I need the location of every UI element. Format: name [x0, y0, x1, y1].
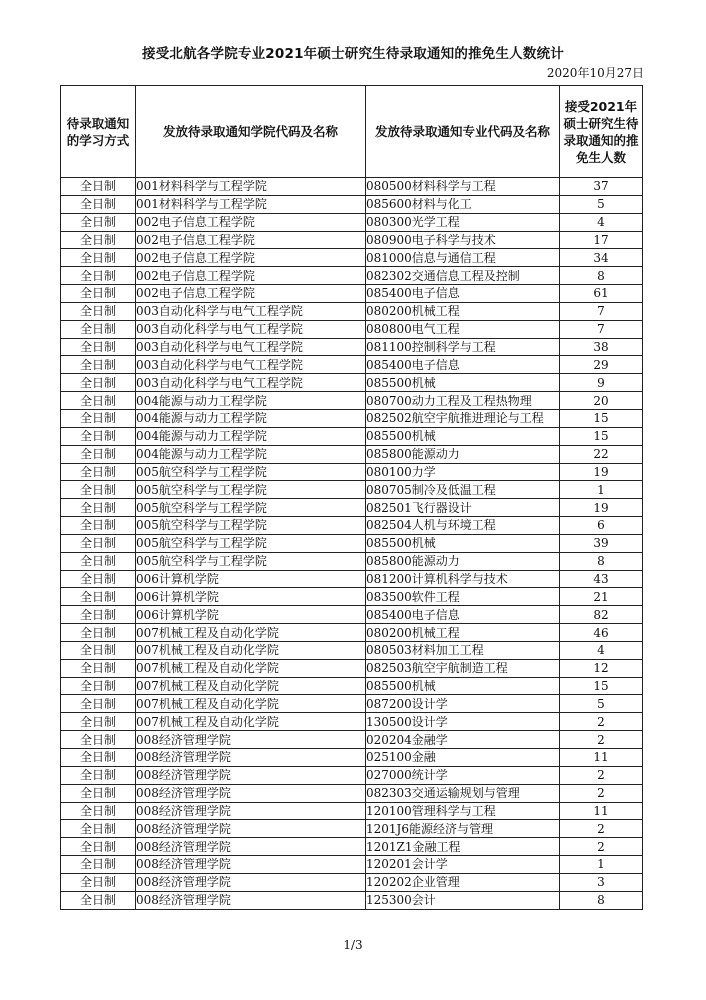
cell-study-mode: 全日制	[61, 891, 136, 909]
cell-count: 1	[560, 856, 643, 874]
document-title: 接受北航各学院专业2021年硕士研究生待录取通知的推免生人数统计	[142, 46, 564, 62]
cell-school: 004能源与动力工程学院	[136, 445, 366, 463]
cell-study-mode: 全日制	[61, 641, 136, 659]
cell-major: 080100力学	[366, 463, 560, 481]
cell-major: 081200计算机科学与技术	[366, 570, 560, 588]
cell-major: 082504人机与环境工程	[366, 517, 560, 535]
table-row	[61, 231, 643, 249]
cell-count: 8	[560, 552, 643, 570]
cell-count: 15	[560, 677, 643, 695]
cell-school: 001材料科学与工程学院	[136, 178, 366, 196]
cell-count: 2	[560, 820, 643, 838]
cell-school: 008经济管理学院	[136, 838, 366, 856]
cell-count: 61	[560, 285, 643, 303]
table-row	[61, 659, 643, 677]
cell-major: 080200机械工程	[366, 302, 560, 320]
cell-major: 085600材料与化工	[366, 195, 560, 213]
cell-major: 085500机械	[366, 677, 560, 695]
cell-school: 002电子信息工程学院	[136, 267, 366, 285]
table-body	[61, 178, 643, 910]
table-row	[61, 731, 643, 749]
table-row	[61, 641, 643, 659]
cell-major: 083500软件工程	[366, 588, 560, 606]
cell-count: 17	[560, 231, 643, 249]
cell-school: 007机械工程及自动化学院	[136, 659, 366, 677]
cell-study-mode: 全日制	[61, 820, 136, 838]
cell-count: 4	[560, 213, 643, 231]
cell-study-mode: 全日制	[61, 178, 136, 196]
cell-school: 006计算机学院	[136, 588, 366, 606]
cell-count: 34	[560, 249, 643, 267]
cell-major: 080800电气工程	[366, 320, 560, 338]
cell-count: 11	[560, 749, 643, 767]
cell-count: 39	[560, 534, 643, 552]
cell-school: 008经济管理学院	[136, 784, 366, 802]
cell-school: 002电子信息工程学院	[136, 249, 366, 267]
cell-study-mode: 全日制	[61, 374, 136, 392]
cell-school: 003自动化科学与电气工程学院	[136, 320, 366, 338]
cell-school: 008经济管理学院	[136, 891, 366, 909]
cell-study-mode: 全日制	[61, 677, 136, 695]
table-row	[61, 766, 643, 784]
cell-major: 080500材料科学与工程	[366, 178, 560, 196]
cell-study-mode: 全日制	[61, 249, 136, 267]
cell-school: 008经济管理学院	[136, 856, 366, 874]
cell-major: 120202企业管理	[366, 873, 560, 891]
cell-major: 085500机械	[366, 534, 560, 552]
header-study-mode: 待录取通知的学习方式	[61, 86, 136, 178]
table-row	[61, 392, 643, 410]
table-row	[61, 749, 643, 767]
cell-major: 082502航空宇航推进理论与工程	[366, 409, 560, 427]
cell-school: 004能源与动力工程学院	[136, 409, 366, 427]
table-row	[61, 320, 643, 338]
table-row	[61, 570, 643, 588]
table-row	[61, 499, 643, 517]
cell-school: 005航空科学与工程学院	[136, 517, 366, 535]
cell-study-mode: 全日制	[61, 552, 136, 570]
cell-study-mode: 全日制	[61, 302, 136, 320]
cell-study-mode: 全日制	[61, 624, 136, 642]
header-school: 发放待录取通知学院代码及名称	[136, 86, 366, 178]
cell-major: 120100管理科学与工程	[366, 802, 560, 820]
cell-count: 2	[560, 731, 643, 749]
cell-major: 085800能源动力	[366, 552, 560, 570]
cell-major: 027000统计学	[366, 766, 560, 784]
cell-count: 37	[560, 178, 643, 196]
table-row	[61, 213, 643, 231]
cell-count: 20	[560, 392, 643, 410]
cell-school: 007机械工程及自动化学院	[136, 641, 366, 659]
table-row	[61, 784, 643, 802]
table-row	[61, 713, 643, 731]
cell-major: 1201J6能源经济与管理	[366, 820, 560, 838]
cell-school: 003自动化科学与电气工程学院	[136, 356, 366, 374]
table-row	[61, 891, 643, 909]
cell-school: 004能源与动力工程学院	[136, 392, 366, 410]
table-row	[61, 427, 643, 445]
cell-count: 22	[560, 445, 643, 463]
cell-count: 3	[560, 873, 643, 891]
table-row	[61, 481, 643, 499]
cell-count: 15	[560, 409, 643, 427]
cell-study-mode: 全日制	[61, 713, 136, 731]
table-row	[61, 677, 643, 695]
cell-count: 21	[560, 588, 643, 606]
cell-major: 082501飞行器设计	[366, 499, 560, 517]
header-major: 发放待录取通知专业代码及名称	[366, 86, 560, 178]
cell-study-mode: 全日制	[61, 731, 136, 749]
header-count: 接受2021年硕士研究生待录取通知的推免生人数	[560, 86, 643, 178]
cell-major: 080705制冷及低温工程	[366, 481, 560, 499]
cell-school: 008经济管理学院	[136, 873, 366, 891]
cell-school: 003自动化科学与电气工程学院	[136, 338, 366, 356]
cell-study-mode: 全日制	[61, 392, 136, 410]
document-date: 2020年10月27日	[546, 66, 644, 80]
cell-count: 29	[560, 356, 643, 374]
table-row	[61, 517, 643, 535]
table-row	[61, 552, 643, 570]
cell-study-mode: 全日制	[61, 409, 136, 427]
cell-school: 008经济管理学院	[136, 820, 366, 838]
cell-count: 7	[560, 302, 643, 320]
cell-major: 085400电子信息	[366, 285, 560, 303]
cell-study-mode: 全日制	[61, 856, 136, 874]
cell-count: 4	[560, 641, 643, 659]
table-row	[61, 838, 643, 856]
table-row	[61, 534, 643, 552]
cell-major: 081100控制科学与工程	[366, 338, 560, 356]
cell-count: 19	[560, 499, 643, 517]
table-header-row	[61, 86, 643, 178]
cell-count: 2	[560, 784, 643, 802]
cell-school: 005航空科学与工程学院	[136, 552, 366, 570]
cell-major: 085500机械	[366, 374, 560, 392]
cell-count: 5	[560, 195, 643, 213]
page-number: 1/3	[343, 938, 363, 952]
cell-major: 1201Z1金融工程	[366, 838, 560, 856]
cell-school: 008经济管理学院	[136, 766, 366, 784]
enrollment-table	[60, 85, 643, 910]
cell-major: 080700动力工程及工程热物理	[366, 392, 560, 410]
cell-school: 006计算机学院	[136, 606, 366, 624]
table-row	[61, 195, 643, 213]
cell-count: 7	[560, 320, 643, 338]
cell-school: 001材料科学与工程学院	[136, 195, 366, 213]
cell-count: 8	[560, 891, 643, 909]
table-row	[61, 267, 643, 285]
cell-school: 005航空科学与工程学院	[136, 463, 366, 481]
table-row	[61, 285, 643, 303]
table-row	[61, 374, 643, 392]
cell-major: 081000信息与通信工程	[366, 249, 560, 267]
cell-major: 082302交通信息工程及控制	[366, 267, 560, 285]
table-row	[61, 856, 643, 874]
cell-study-mode: 全日制	[61, 499, 136, 517]
cell-school: 002电子信息工程学院	[136, 213, 366, 231]
cell-study-mode: 全日制	[61, 873, 136, 891]
cell-count: 11	[560, 802, 643, 820]
cell-school: 007机械工程及自动化学院	[136, 713, 366, 731]
cell-study-mode: 全日制	[61, 588, 136, 606]
cell-school: 005航空科学与工程学院	[136, 499, 366, 517]
cell-study-mode: 全日制	[61, 481, 136, 499]
cell-major: 082303交通运输规划与管理	[366, 784, 560, 802]
cell-study-mode: 全日制	[61, 195, 136, 213]
cell-count: 38	[560, 338, 643, 356]
cell-study-mode: 全日制	[61, 338, 136, 356]
cell-study-mode: 全日制	[61, 285, 136, 303]
cell-major: 080200机械工程	[366, 624, 560, 642]
cell-count: 6	[560, 517, 643, 535]
cell-count: 2	[560, 766, 643, 784]
table-row	[61, 588, 643, 606]
cell-school: 005航空科学与工程学院	[136, 481, 366, 499]
cell-major: 080300光学工程	[366, 213, 560, 231]
cell-major: 080503材料加工工程	[366, 641, 560, 659]
cell-study-mode: 全日制	[61, 445, 136, 463]
cell-count: 2	[560, 838, 643, 856]
cell-study-mode: 全日制	[61, 802, 136, 820]
cell-major: 085400电子信息	[366, 356, 560, 374]
table-row	[61, 445, 643, 463]
table-row	[61, 302, 643, 320]
cell-study-mode: 全日制	[61, 463, 136, 481]
cell-count: 9	[560, 374, 643, 392]
cell-school: 008经济管理学院	[136, 749, 366, 767]
cell-major: 080900电子科学与技术	[366, 231, 560, 249]
table-row	[61, 249, 643, 267]
cell-school: 008经济管理学院	[136, 731, 366, 749]
cell-major: 085400电子信息	[366, 606, 560, 624]
cell-study-mode: 全日制	[61, 320, 136, 338]
cell-study-mode: 全日制	[61, 838, 136, 856]
cell-study-mode: 全日制	[61, 267, 136, 285]
cell-study-mode: 全日制	[61, 356, 136, 374]
table-row	[61, 409, 643, 427]
cell-school: 007机械工程及自动化学院	[136, 695, 366, 713]
cell-count: 12	[560, 659, 643, 677]
cell-count: 82	[560, 606, 643, 624]
cell-major: 130500设计学	[366, 713, 560, 731]
table-row	[61, 873, 643, 891]
cell-count: 43	[560, 570, 643, 588]
table-row	[61, 463, 643, 481]
cell-major: 085500机械	[366, 427, 560, 445]
cell-count: 2	[560, 713, 643, 731]
cell-school: 006计算机学院	[136, 570, 366, 588]
cell-study-mode: 全日制	[61, 570, 136, 588]
cell-major: 087200设计学	[366, 695, 560, 713]
cell-school: 003自动化科学与电气工程学院	[136, 374, 366, 392]
cell-count: 1	[560, 481, 643, 499]
cell-major: 020204金融学	[366, 731, 560, 749]
table-row	[61, 338, 643, 356]
cell-school: 007机械工程及自动化学院	[136, 677, 366, 695]
cell-study-mode: 全日制	[61, 766, 136, 784]
cell-count: 5	[560, 695, 643, 713]
table-row	[61, 606, 643, 624]
cell-study-mode: 全日制	[61, 784, 136, 802]
cell-study-mode: 全日制	[61, 606, 136, 624]
cell-count: 15	[560, 427, 643, 445]
table-row	[61, 695, 643, 713]
cell-school: 004能源与动力工程学院	[136, 427, 366, 445]
cell-school: 007机械工程及自动化学院	[136, 624, 366, 642]
table-row	[61, 178, 643, 196]
cell-count: 46	[560, 624, 643, 642]
cell-study-mode: 全日制	[61, 749, 136, 767]
cell-study-mode: 全日制	[61, 427, 136, 445]
cell-major: 125300会计	[366, 891, 560, 909]
cell-school: 005航空科学与工程学院	[136, 534, 366, 552]
cell-study-mode: 全日制	[61, 534, 136, 552]
cell-study-mode: 全日制	[61, 231, 136, 249]
table-row	[61, 356, 643, 374]
cell-study-mode: 全日制	[61, 213, 136, 231]
cell-study-mode: 全日制	[61, 517, 136, 535]
cell-study-mode: 全日制	[61, 695, 136, 713]
cell-major: 082503航空宇航制造工程	[366, 659, 560, 677]
cell-major: 085800能源动力	[366, 445, 560, 463]
table-row	[61, 802, 643, 820]
table-row	[61, 820, 643, 838]
cell-school: 008经济管理学院	[136, 802, 366, 820]
cell-major: 025100金融	[366, 749, 560, 767]
cell-school: 002电子信息工程学院	[136, 231, 366, 249]
cell-major: 120201会计学	[366, 856, 560, 874]
cell-count: 8	[560, 267, 643, 285]
cell-school: 002电子信息工程学院	[136, 285, 366, 303]
cell-study-mode: 全日制	[61, 659, 136, 677]
table-row	[61, 624, 643, 642]
cell-count: 19	[560, 463, 643, 481]
cell-school: 003自动化科学与电气工程学院	[136, 302, 366, 320]
